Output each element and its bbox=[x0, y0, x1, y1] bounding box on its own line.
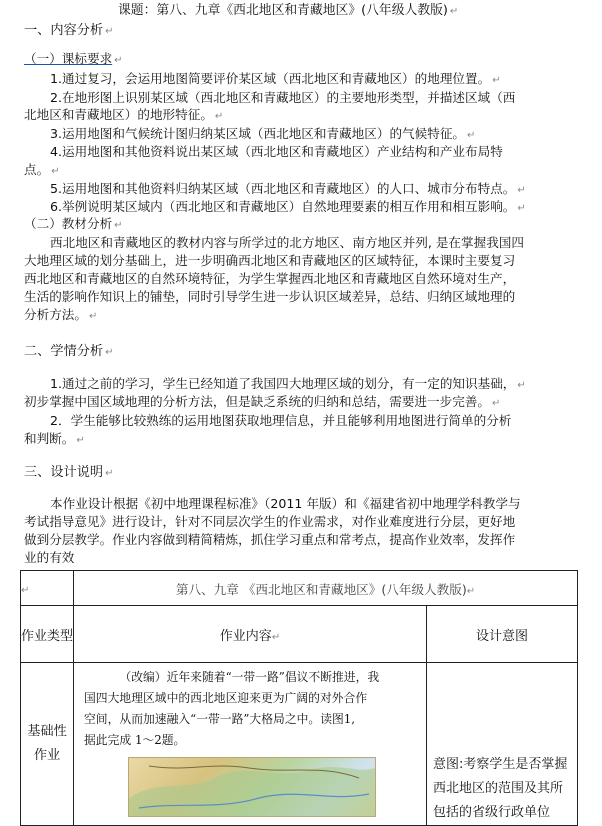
header-intent: 设计意图 bbox=[427, 606, 578, 663]
design-line: 做到分层教学。作业内容做到精简精炼，抓住学习重点和常考点，提高作业效率，发挥作 bbox=[24, 532, 516, 547]
textbook-line: 大地理区域的划分基础上，进一步明确西北地区和青藏地区的区域特征，本课时主要复习 bbox=[24, 253, 516, 268]
design-line: 业的有效 bbox=[24, 550, 75, 565]
requirement-item-cont: 点。 ↵ bbox=[24, 162, 60, 177]
page-title: 课题：第八、九章《西北地区和青藏地区》(八年级人教版) ↵ bbox=[118, 3, 459, 18]
requirement-item: 3.运用地图和气候统计图归纳某区域（西北地区和青藏地区）的气候特征。 ↵ bbox=[50, 126, 476, 141]
requirement-item: 2.在地形图上识别某区域（西北地区和青藏地区）的主要地形类型，并描述区域（西 bbox=[50, 90, 516, 105]
section1-heading: 一、内容分析 ↵ bbox=[24, 23, 114, 38]
table-corner-cell: ↵ bbox=[21, 571, 74, 606]
situation-line: 和判断。 ↵ bbox=[24, 431, 85, 446]
section2-heading: 二、学情分析 ↵ bbox=[24, 344, 114, 359]
table-caption: 第八、九章 《西北地区和青藏地区》(八年级人教版)↵ bbox=[74, 571, 578, 606]
situation-line: 2．学生能够比较熟练的运用地图获取地理信息，并且能够利用地图进行简单的分析 bbox=[50, 413, 512, 428]
homework-content bbox=[74, 663, 427, 826]
map-illustration bbox=[129, 758, 375, 816]
requirement-item: 4.运用地图和其他资料说出某区域（西北地区和青藏地区）产业结构和产业布局特 bbox=[50, 144, 503, 159]
textbook-line: 生活的影响作知识上的铺垫，同时引导学生进一步认识区域差异，总结、归纳区域地理的 bbox=[24, 289, 516, 304]
requirement-item: 5.运用地图和其他资料归纳某区域（西北地区和青藏地区）的人口、城市分布特点。 ↵ bbox=[50, 181, 526, 196]
subheading-textbook: （二）教材分析 ↵ bbox=[24, 216, 123, 231]
situation-line: 1.通过之前的学习，学生已经知道了我国四大地理区域的划分，有一定的知识基础， ↵ bbox=[50, 376, 526, 391]
subheading-curriculum: （一）课标要求 ↵ bbox=[24, 51, 123, 66]
content-line: 国四大地理区域中的西北地区迎来更为广阔的对外合作 bbox=[84, 691, 368, 705]
requirement-item: 1.通过复习，会运用地图简要评价某区域（西北地区和青藏地区）的地理位置。 ↵ bbox=[50, 71, 501, 86]
situation-line: 初步掌握中国区域地理的分析方法，但是缺乏系统的归纳和总结，需要进一步完善。 ↵ bbox=[24, 394, 501, 409]
homework-table bbox=[20, 570, 578, 826]
textbook-line: 西北地区和青藏地区的自然环境特征，为学生掌握西北地区和青藏地区自然环境对生产， bbox=[24, 271, 516, 286]
design-line: 本作业设计根据《初中地理课程标准》（2011 年版）和《福建省初中地理学科教学与 bbox=[50, 496, 521, 511]
requirement-item-cont: 北地区和青藏地区）的地形特征。 ↵ bbox=[24, 107, 224, 122]
content-line: 空间，从而加速融入“一带一路”大格局之中。读图1, bbox=[84, 712, 356, 726]
textbook-line: 分析方法。 ↵ bbox=[24, 307, 98, 322]
requirement-item: 6.举例说明某区域内（西北地区和青藏地区）自然地理要素的相互作用和相互影响。 ↵ bbox=[50, 199, 526, 214]
map-figure bbox=[128, 757, 376, 817]
textbook-line: 西北地区和青藏地区的教材内容与所学过的北方地区、南方地区并列, 是在掌握我国四 bbox=[50, 235, 524, 250]
header-type: 作业类型 bbox=[21, 606, 74, 663]
content-line: （改编）近年来随着“一带一路”倡议不断推进，我 bbox=[119, 670, 380, 684]
content-line: 据此完成 1～2题。 bbox=[84, 733, 186, 747]
design-intent: 意图:考察学生是否掌握西北地区的范围及其所包括的省级行政单位 bbox=[427, 663, 578, 826]
header-content: 作业内容↵ bbox=[74, 606, 427, 663]
design-line: 考试指导意见》进行设计，针对不同层次学生的作业需求，对作业难度进行分层，更好地 bbox=[24, 514, 516, 529]
section3-heading: 三、设计说明 ↵ bbox=[24, 465, 114, 480]
row-type-basic: 基础性作业 bbox=[21, 663, 74, 826]
